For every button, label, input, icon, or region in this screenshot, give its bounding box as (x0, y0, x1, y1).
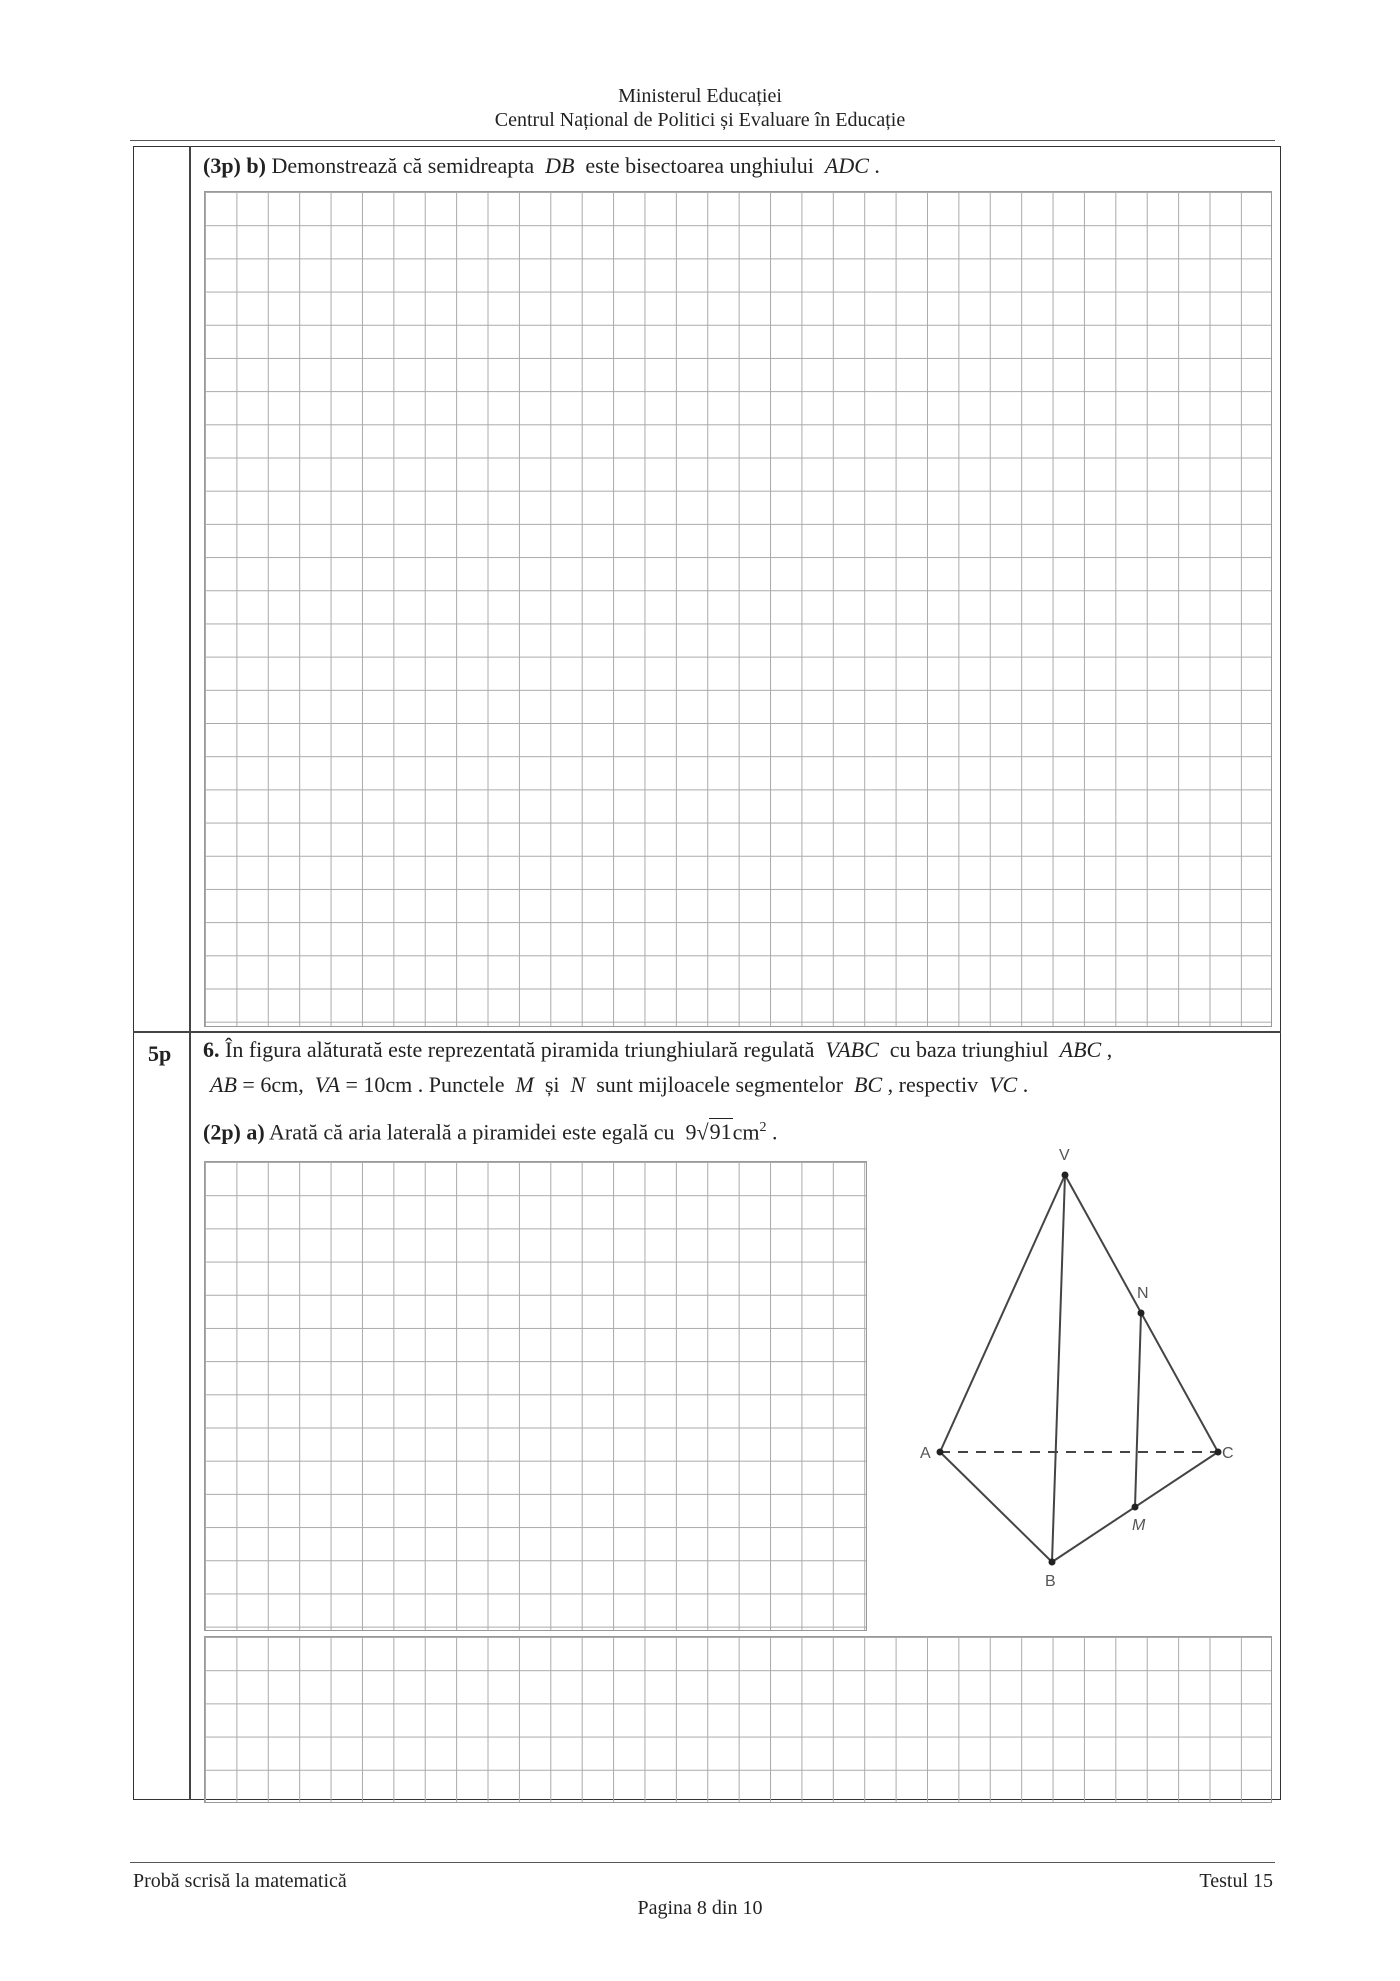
q6-end: . (1022, 1072, 1029, 1097)
answer-grid-6a-bottom[interactable] (204, 1636, 1272, 1803)
page-header (0, 84, 1400, 132)
pyramid-figure (900, 1140, 1240, 1600)
angle-adc: ADC (824, 153, 869, 178)
q6-text-points: . Punctele (417, 1072, 505, 1097)
points: (3p) (203, 153, 241, 178)
conj-si: și (544, 1072, 560, 1097)
statement-text-2: este bisectoarea unghiului (585, 153, 814, 178)
footer-right: Testul 15 (1199, 1870, 1273, 1892)
unit: cm (732, 1119, 760, 1145)
q6-text-resp: , respectiv (887, 1072, 979, 1097)
q6a-text: Arată că aria laterală a piramidei este egală cu (269, 1119, 675, 1145)
center-title: Centrul Național de Politici și Evaluare în Educație (494, 109, 906, 131)
ab-label: AB (210, 1072, 237, 1097)
page-number: Pagina 8 din 10 (637, 1897, 763, 1919)
question-6-line2 (210, 1071, 1028, 1099)
segment-db: DB (545, 153, 575, 178)
edge-vb (1052, 1175, 1065, 1562)
points-6a: (2p) (203, 1119, 241, 1145)
ab-value: 6cm (260, 1072, 299, 1097)
question-5b-statement (203, 152, 880, 180)
segment-vc: VC (989, 1072, 1018, 1097)
footer-left: Probă scrisă la matematică (133, 1870, 347, 1892)
footer-rule (130, 1862, 1275, 1863)
segment-mn (1135, 1313, 1141, 1507)
exponent: 2 (759, 1120, 767, 1135)
question-6a-statement (203, 1114, 778, 1146)
vertex-v (1062, 1172, 1069, 1179)
edge-ab (940, 1452, 1052, 1562)
label-c: C (1222, 1445, 1234, 1462)
q6-comma: , (1106, 1037, 1113, 1062)
radicand: 91 (709, 1119, 732, 1145)
edge-va (940, 1175, 1065, 1452)
point-n: N (570, 1072, 586, 1097)
base-name: ABC (1059, 1037, 1102, 1062)
q6-text-midpoints: sunt mijloacele segmentelor (596, 1072, 844, 1097)
vertex-a (937, 1449, 944, 1456)
label-b: B (1045, 1573, 1056, 1590)
comma: , (298, 1072, 304, 1097)
pyramid-name: VABC (825, 1037, 879, 1062)
label-a: A (920, 1445, 931, 1462)
statement-text: Demonstrează că semidreapta (271, 153, 535, 178)
question-number: 6. (203, 1037, 220, 1062)
segment-bc: BC (854, 1072, 883, 1097)
label-m: M (1132, 1517, 1146, 1534)
va-label: VA (314, 1072, 340, 1097)
equals-2: = (345, 1072, 358, 1097)
sqrt-sign: √ (696, 1119, 709, 1145)
ministry-title: Ministerul Educației (618, 85, 782, 107)
subpoint-label-6a: a) (246, 1119, 265, 1145)
q6-text: În figura alăturată este reprezentată piramida triunghiulară regulată (225, 1037, 815, 1062)
vertex-b (1049, 1559, 1056, 1566)
answer-grid-5b[interactable] (204, 191, 1272, 1027)
point-n-dot (1138, 1310, 1145, 1317)
point-m-dot (1132, 1504, 1139, 1511)
q6-text-mid: cu baza triunghiul (889, 1037, 1049, 1062)
point-m: M (515, 1072, 534, 1097)
score-5p: 5p (148, 1041, 172, 1066)
header-rule (130, 140, 1275, 141)
score-column-divider (189, 146, 191, 1800)
label-n: N (1137, 1285, 1149, 1302)
va-value: 10cm (363, 1072, 413, 1097)
coefficient: 9 (685, 1119, 697, 1145)
statement-end: . (874, 153, 880, 178)
question-6-line1 (203, 1036, 1112, 1064)
subpoint-label: b) (246, 153, 266, 178)
label-v: V (1059, 1147, 1070, 1164)
row-divider (133, 1031, 1281, 1033)
equals: = (242, 1072, 255, 1097)
vertex-c (1215, 1449, 1222, 1456)
answer-grid-6a-left[interactable] (204, 1161, 867, 1631)
q6a-end: . (772, 1119, 778, 1145)
